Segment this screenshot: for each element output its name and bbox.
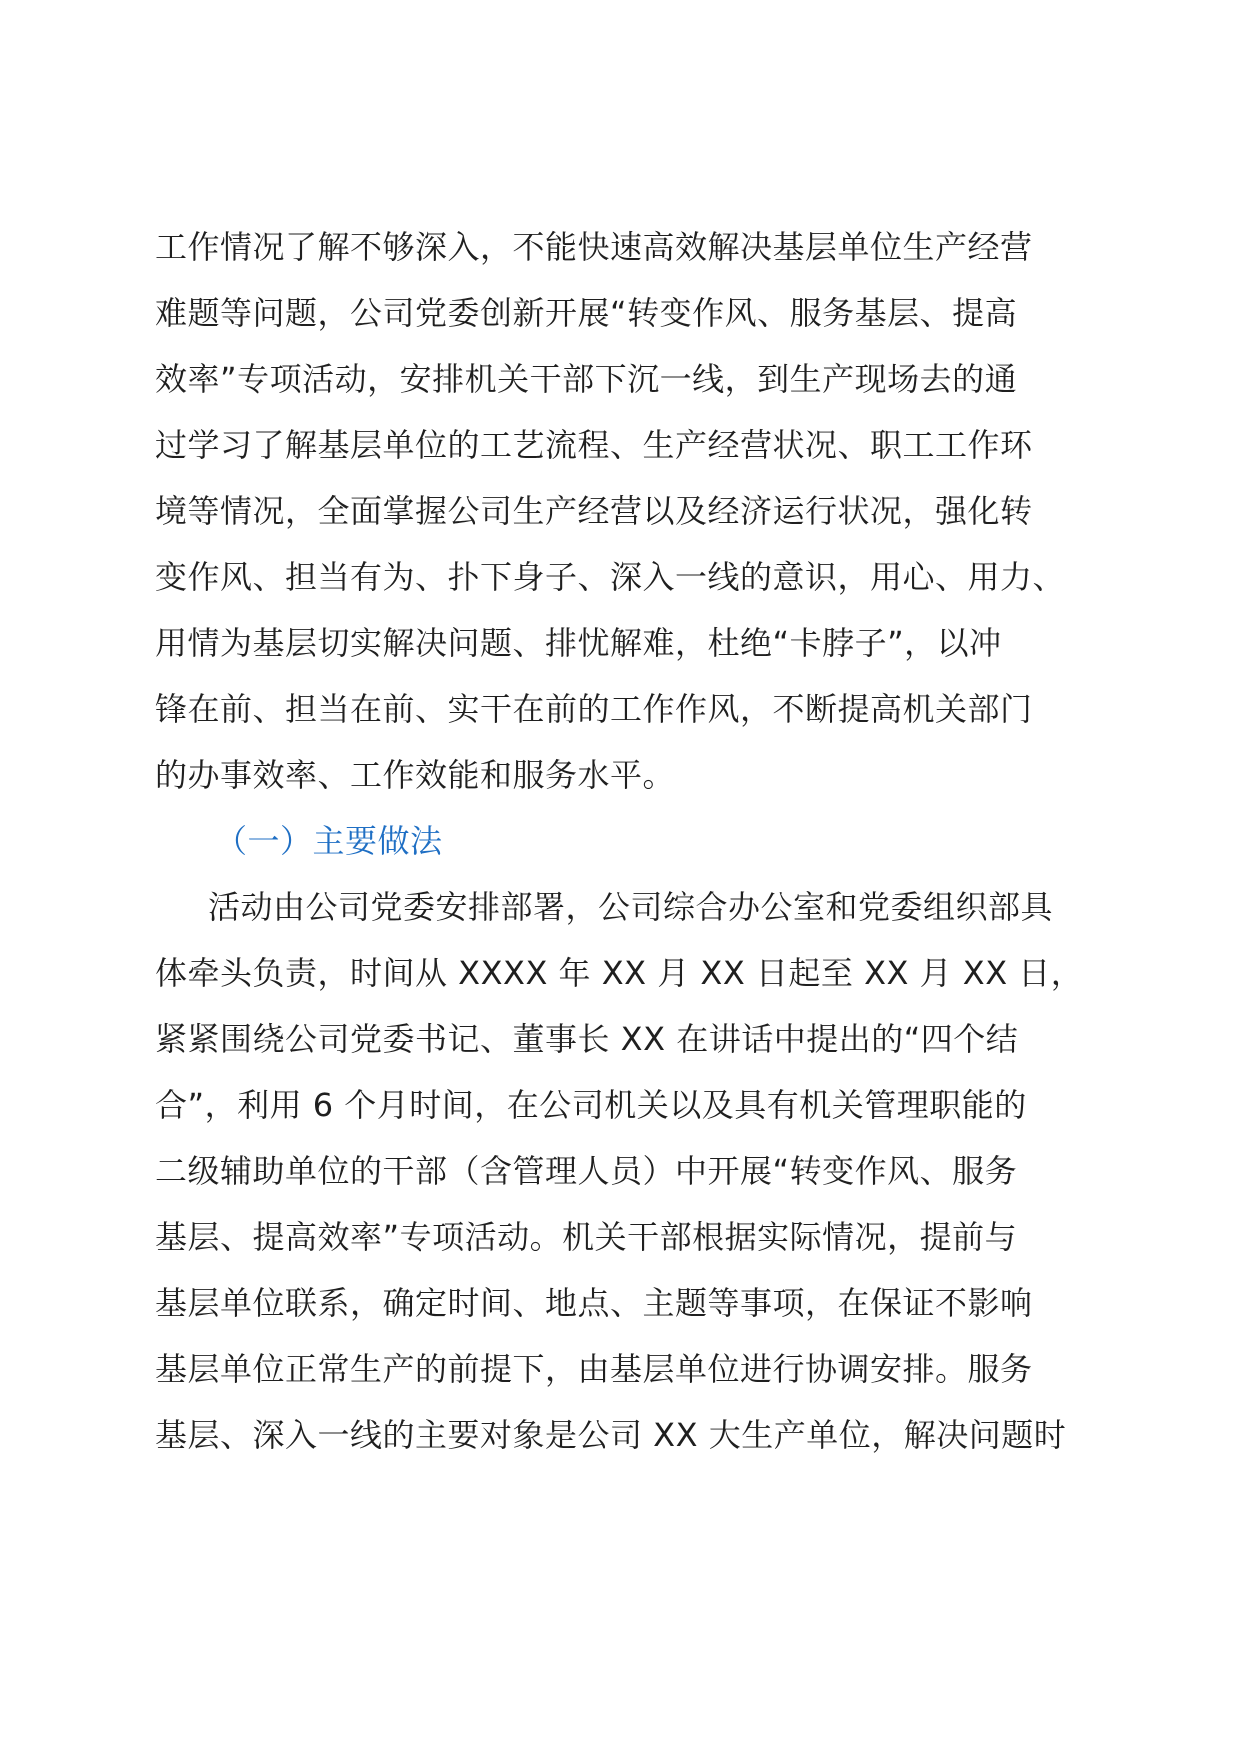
- document-body: [155, 214, 1090, 1468]
- text-line: 的办事效率、工作效能和服务水平。: [155, 756, 676, 794]
- paragraph-2: [155, 874, 1090, 1468]
- text-line: 基层、深入一线的主要对象是公司 XX 大生产单位，解决问题时: [155, 1416, 1067, 1454]
- text-line: 活动由公司党委安排部署，公司综合办公室和党委组织部具: [208, 888, 1054, 926]
- text-line: 体牵头负责，时间从 XXXX 年 XX 月 XX 日起至 XX 月 XX 日，: [155, 954, 1084, 992]
- section-heading: （一）主要做法: [215, 822, 443, 860]
- text-line: 基层单位正常生产的前提下，由基层单位进行协调安排。服务: [155, 1350, 1033, 1388]
- text-line: 效率”专项活动，安排机关干部下沉一线，到生产现场去的通: [155, 360, 1018, 398]
- text-line: 紧紧围绕公司党委书记、董事长 XX 在讲话中提出的“四个结: [155, 1020, 1019, 1058]
- text-line: 难题等问题，公司党委创新开展“转变作风、服务基层、提高: [155, 294, 1018, 332]
- paragraph-1: [155, 214, 1090, 808]
- text-line: 二级辅助单位的干部（含管理人员）中开展“转变作风、服务: [155, 1152, 1018, 1190]
- text-line: 境等情况，全面掌握公司生产经营以及经济运行状况，强化转: [155, 492, 1033, 530]
- text-line: 合”，利用 6 个月时间，在公司机关以及具有机关管理职能的: [155, 1086, 1027, 1124]
- text-line: 基层、提高效率”专项活动。机关干部根据实际情况，提前与: [155, 1218, 1018, 1256]
- text-line: 工作情况了解不够深入，不能快速高效解决基层单位生产经营: [155, 228, 1033, 266]
- text-line: 基层单位联系，确定时间、地点、主题等事项，在保证不影响: [155, 1284, 1033, 1322]
- text-line: 锋在前、担当在前、实干在前的工作作风，不断提高机关部门: [155, 690, 1033, 728]
- text-line: 变作风、担当有为、扑下身子、深入一线的意识，用心、用力、: [155, 558, 1066, 596]
- text-line: 过学习了解基层单位的工艺流程、生产经营状况、职工工作环: [155, 426, 1033, 464]
- text-line: 用情为基层切实解决问题、排忧解难，杜绝“卡脖子”，以冲: [155, 624, 1002, 662]
